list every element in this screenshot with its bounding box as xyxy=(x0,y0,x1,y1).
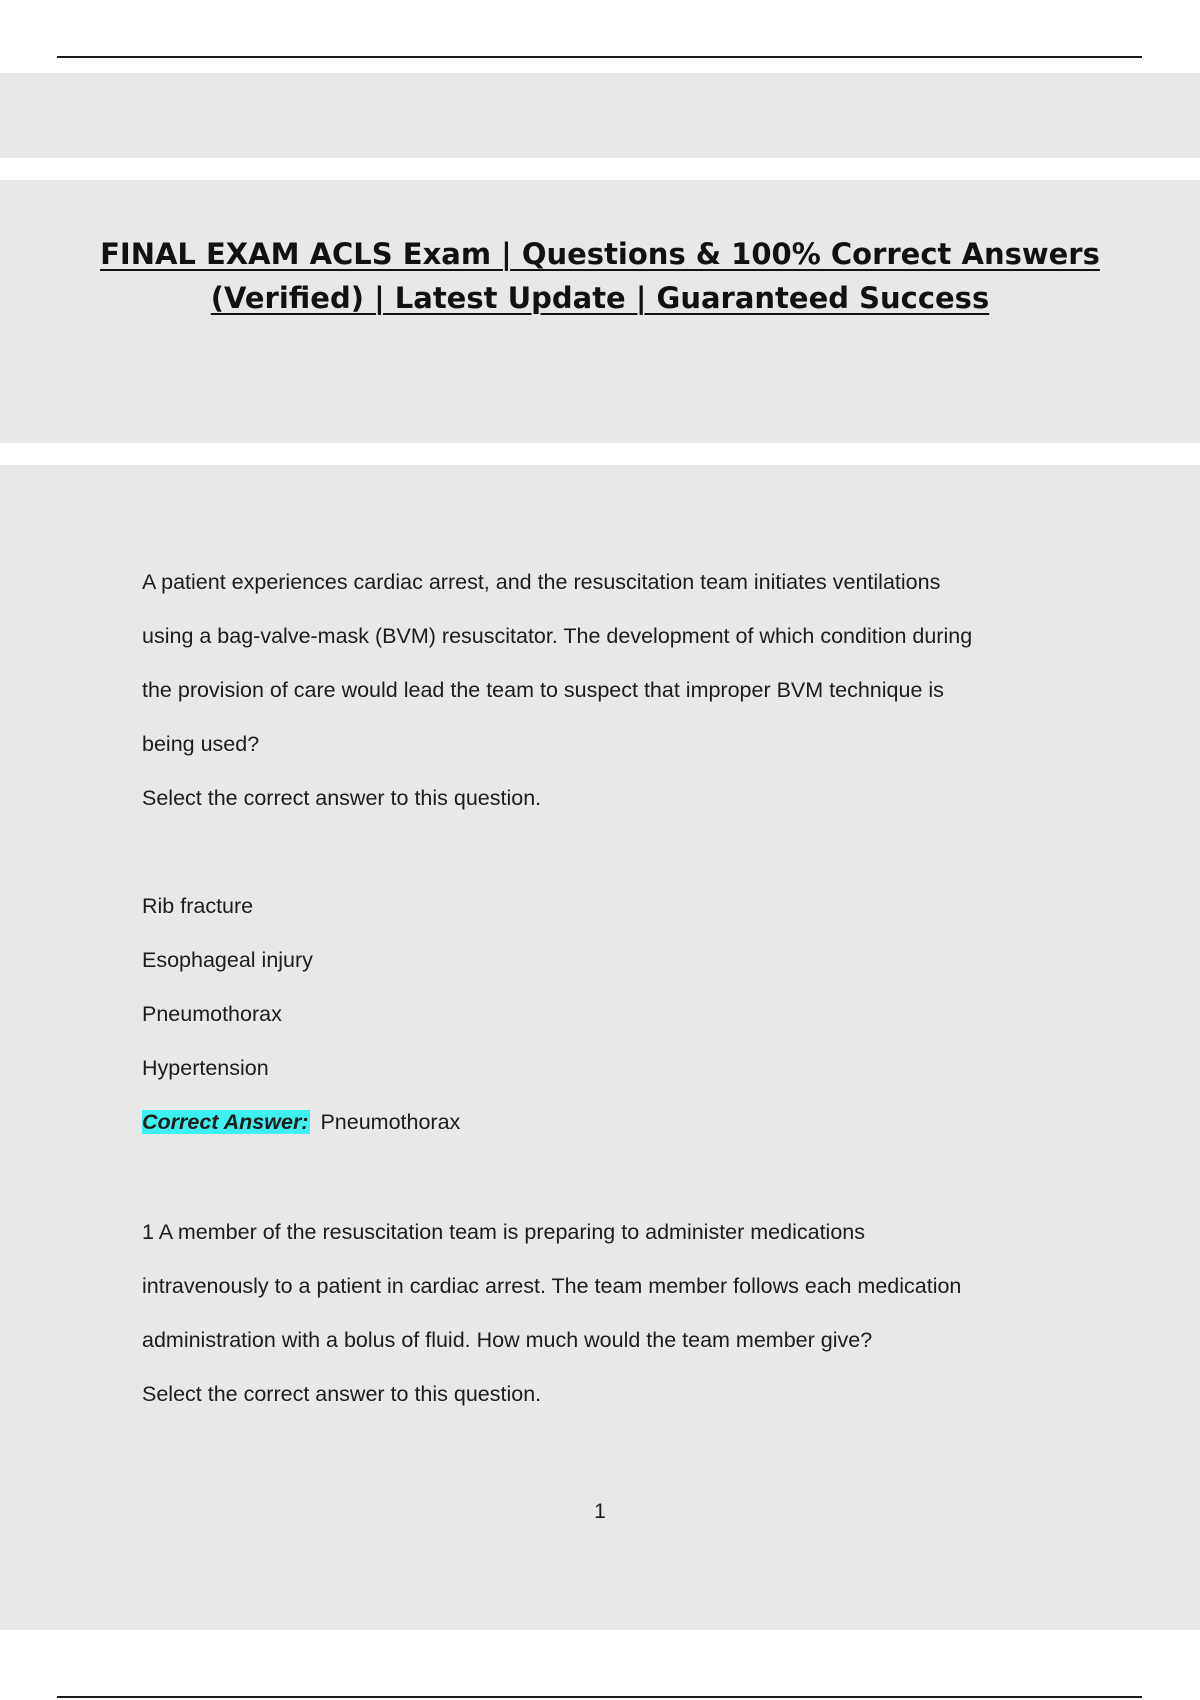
correct-answer-label: Correct Answer: xyxy=(142,1110,309,1134)
question-2-text-line-3: administration with a bolus of fluid. How much would the team member give? xyxy=(142,1328,873,1352)
question-1-text-line-1: A patient experiences cardiac arrest, and the resuscitation team initiates ventilations xyxy=(142,570,941,594)
question-1-option-a: Rib fracture xyxy=(142,894,254,918)
question-1-text-line-3: the provision of care would lead the team to suspect that improper BVM technique is xyxy=(142,678,944,702)
page-number: 1 xyxy=(594,1500,606,1523)
question-1-text-line-2: using a bag-valve-mask (BVM) resuscitator. The development of which condition during xyxy=(142,624,973,648)
question-2-text-line-2: intravenously to a patient in cardiac arrest. The team member follows each medication xyxy=(142,1274,962,1298)
question-2-text-line-1: 1 A member of the resuscitation team is preparing to administer medications xyxy=(142,1220,865,1244)
question-1-answer xyxy=(142,1108,460,1136)
page-band-top xyxy=(0,73,1200,158)
question-1-option-d: Hypertension xyxy=(142,1056,269,1080)
question-2-instruction: Select the correct answer to this question. xyxy=(142,1382,542,1406)
correct-answer-value: Pneumothorax xyxy=(320,1110,461,1134)
header-rule xyxy=(57,56,1142,58)
question-1-text-line-4: being used? xyxy=(142,732,260,756)
question-1-instruction: Select the correct answer to this question. xyxy=(142,786,542,810)
question-1-option-c: Pneumothorax xyxy=(142,1002,282,1026)
footer-rule xyxy=(57,1696,1142,1698)
document-title: FINAL EXAM ACLS Exam | Questions & 100% Correct Answers (Verified) | Latest Update | Guaranteed Success xyxy=(100,237,1100,315)
question-1-option-b: Esophageal injury xyxy=(142,948,313,972)
